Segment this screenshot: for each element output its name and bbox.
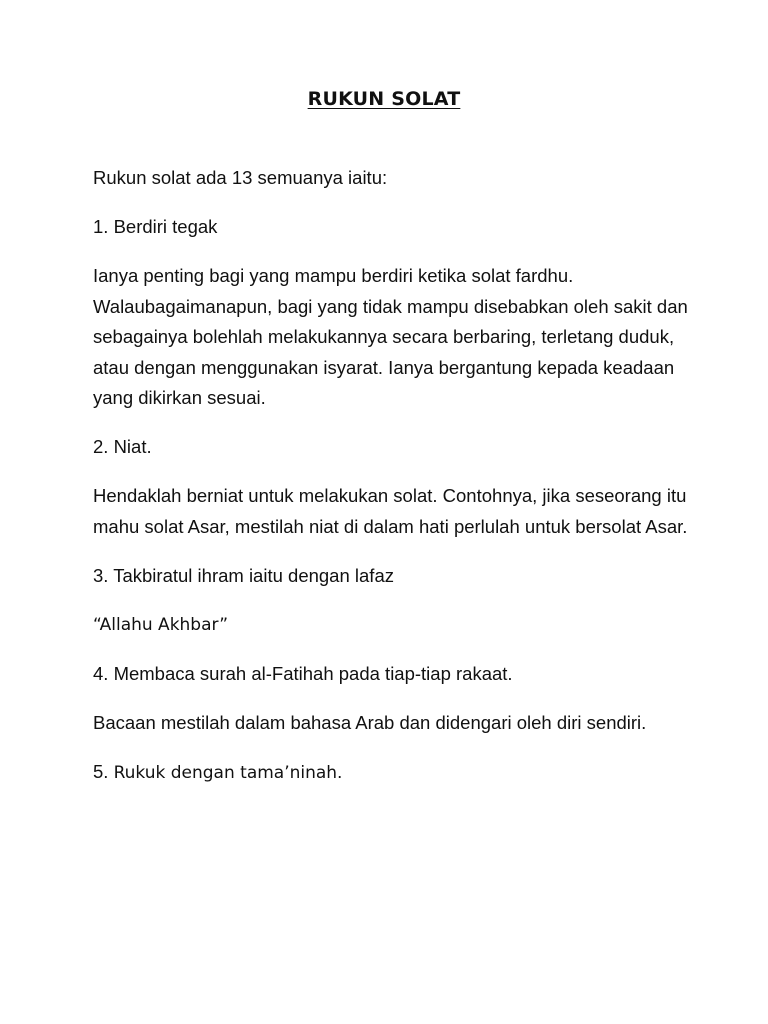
intro-paragraph: Rukun solat ada 13 semuanya iaitu:	[93, 167, 388, 188]
item-body-niat: Hendaklah berniat untuk melakukan solat. Contohnya, jika seseorang itu mahu solat Asar, mestilah niat di dalam hati perlulah untuk bersolat Asar.	[93, 485, 688, 537]
item-heading-niat: 2. Niat.	[93, 436, 152, 457]
item-heading-rukuk	[93, 757, 693, 789]
item-body-berdiri: Ianya penting bagi yang mampu berdiri ketika solat fardhu. Walaubagaimanapun, bagi yang tidak mampu disebabkan oleh sakit dan sebagainya bolehlah melakukannya secara berbaring, terletang duduk, atau dengan menggunakan isyarat. Ianya bergantung kepada keadaan yang dikirkan sesuai.	[93, 265, 688, 408]
item-end-rukuk: .	[337, 760, 343, 782]
item-text-rukuk: Rukuk dengan tama’ninah	[113, 762, 338, 783]
item-body-fatihah: Bacaan mestilah dalam bahasa Arab dan didengari oleh diri sendiri.	[93, 711, 647, 733]
document-title: RUKUN SOLAT	[307, 88, 461, 110]
document-body	[93, 163, 693, 807]
item-heading-berdiri: 1. Berdiri tegak	[93, 216, 218, 237]
item-quote-takbir: “Allahu Akhbar”	[93, 614, 229, 635]
item-number-rukuk: 5.	[93, 760, 114, 782]
item-heading-takbiratul: 3. Takbiratul ihram iaitu dengan lafaz	[93, 564, 394, 586]
item-heading-fatihah: 4. Membaca surah al-Fatihah pada tiap-tiap rakaat.	[93, 662, 513, 684]
